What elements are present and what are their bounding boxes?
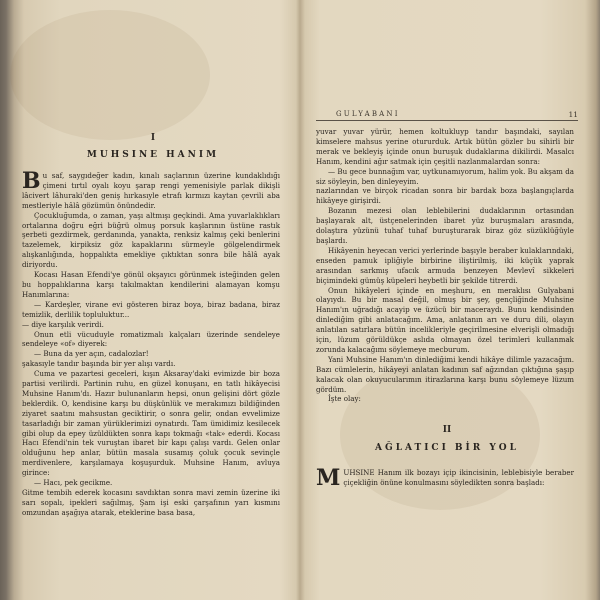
- paragraph: — Hacı, pek gecikme.: [34, 478, 113, 488]
- paragraph: — Buna da yer açın, cadalozlar!: [34, 349, 149, 359]
- paragraph: — diye karşılık verirdi.: [22, 319, 104, 329]
- chapter-title: MUHSINE HANIM: [86, 150, 220, 160]
- paragraph: Hikâyenin heyecan verici yerlerinde başıyle beraber kulaklarındaki, enseden pamuk ipliğiyle birbirine iliştirilmiş, iki küçük yaprak arasından sarkmış ufacık armuda benzeyen Mevlevî sikkeleri biçimindeki gümüş küpeleri heybetli bir şekilde titrerdi.: [316, 245, 574, 285]
- paragraph: Kocası Hasan Efendi'ye gönül okşayıcı görünmek isteğinden gelen bu hoppalıklarına karşı takılmaktan kendilerini alamayan komşu Hanımlarına:: [22, 270, 280, 299]
- left-page: [22, 0, 284, 600]
- paragraph: — Kardeşler, virane evi gösteren biraz boya, biraz badana, biraz temizlik, derlilik topluluktur...: [22, 299, 280, 319]
- paragraph: nazlarından ve birçok ricadan sonra bir bardak boza başlangıçlarda hikâyeye girişirdi.: [316, 186, 574, 206]
- paragraph: Cuma ve pazartesi geceleri, kışın Aksaray'daki evimizde bir boza partisi verilirdi. Partinin ruhu, en güzel konuşanı, en tatlı hikâyecisi Muhsine Hanım'dı. Hazır bulunanların hepsi, onun gelişini dört gözle beklerdik. O, kendisine karşı bu düşkünlük ve merakımızı bildiğinden ziyaret saatını mahsustan geciktirir, o sonra gelir, ondan evvelimize tasarladığı bir zaman yürüklerimizi oynatırdı. Tam ümidimiz kesilecek gibi olup da epey üzüldükten sonra kapı tokmağı «tak» ederdi. Kocası Hacı Efendi'nin tek vuruştan ibaret bir kapı çalışı vardı. Gelen onlar olduğunu hep anlar, bütün masala susamış çoluk çocuk sevinçle merdivenlere, karşılamaya koşuşurduk. Muhsine Hanım, avluya girince:: [22, 369, 280, 478]
- running-head: [316, 110, 578, 124]
- chapter-title: AĞLATICI BİR YOL: [375, 443, 519, 453]
- page-number: 11: [568, 110, 578, 119]
- paragraph: — Bu gece bunnağım var, uytkunamıyorum, halim yok. Bu akşam da siz söyleyin, ben dinleyeyim.: [316, 166, 574, 186]
- paragraph: Yani Muhsine Hanım'ın dinlediğimi kendi hikâye dilimle yazacağım. Bazı cümlelerin, hikâyeyi anlatan kadının saf ağzından çıktığına şaşıp kalacak olan okuyucularımın itirazlarına karşı bunu söylemeye lüzum gördüm.: [316, 354, 574, 394]
- paragraph: Bu saf, saygıdeğer kadın, kınalı saçlarının üzerine kundaklıdığı çimeni tırtıl oyalı koyu şarap rengi yemenisiyle parlak dikişli lâcivert lâhuraki'den geniş hırkasıyle etrafı kırmızı kaytan çevrili aba mestleriyle hâlâ gözümün önündedir.: [22, 168, 280, 210]
- running-head-title: GULYABANI: [336, 110, 400, 118]
- drop-cap: B: [22, 168, 41, 194]
- paragraph: İşte olay:: [328, 394, 361, 404]
- paragraph: Gitme tembih ederek kocasını savdıktan sonra mavi zemin üzerine iki sarı sopalı, ipekleri sağılmış, Şam işi eski çarşafının yarı kısmını omzundan aşağıya atarak, eteklerine basa basa,: [22, 488, 280, 517]
- chapter-number: II: [442, 425, 452, 435]
- paragraph: Çocukluğumda, o zaman, yaşı altmışı geçkindi. Ama yuvarlaklıkları ortalarına doğru eğri büğrü olmuş porsuk kaşlarının üstüne rastık şerbeti gezdirmek, gerdanında, yanakta, renksiz kalmış çeki benlerini tazelemek, kirpiksiz göz kapaklarını sürmeyle gölgelendirmek alışkanlığında, hoppalıkta emekliye çıktıktan sonra bile hâlâ ayak diriyordu.: [22, 210, 280, 270]
- right-chapter-text: [316, 465, 574, 491]
- paragraph: Onun etli vücuduyle romatizmalı kalçaları üzerinde sendeleye sendeleye «of» diyerek:: [22, 329, 280, 349]
- paragraph: şakasıyle tandır başında bir yer alışı vardı.: [22, 359, 176, 369]
- header-rule: [316, 120, 578, 121]
- paragraph: Bozanın mezesi olan leblebilerini dudaklarının ortasından başlayarak alt, üstçenelerinden ibaret yüz buruşmaları arasında, dolaştıra yüzünü tuhaf tuhaf buruşturarak biraz göz süzüklüğüyle başlardı.: [316, 206, 574, 245]
- right-page: [316, 0, 578, 600]
- chapter-number: I: [150, 133, 156, 143]
- left-body-text: [22, 168, 280, 518]
- paragraph: Onun hikâyeleri içinde en meşhuru, en meraklısı Gulyabani olayıydı. Bu bir masal değil, olmuş bir şey, gençliğinde Muhsine Hanım'ın uğradığı acayip ve üzücü bir maceraydı. Bunu kendisinden dinlediğim gibi anlatacağım. Ama, anlatanın arı ve duru dili, olayın anlatılan satırlara bütün incelikleriyle geçirilmesine elverişli olmadığı için, lüzum görüldükçe aslıda olmayan özel terimleri kullanmak zorunda kalacağımı söylemeye mecburum.: [316, 285, 574, 354]
- drop-cap: M: [316, 465, 341, 491]
- paragraph: MUHSINE Hanım ilk bozayı içip ikincisinin, leblebisiyle beraber çiçekliğin önüne konulmasını söyledikten sonra başladı:: [316, 465, 574, 491]
- paragraph: yuvar yuvar yürür, hemen koltukluyp tandır başındaki, sayılan kimselere mahsus yerine otururduk. Artık bütün gözler bu sihirli bir merak ve bekleyiş içinde onun buruşuk dudaklarına dikilirdi. Masalcı Hanım, kendini ağır satmak için çeşitli nazlanmalardan sonra:: [316, 127, 574, 166]
- right-body-text: [316, 127, 574, 404]
